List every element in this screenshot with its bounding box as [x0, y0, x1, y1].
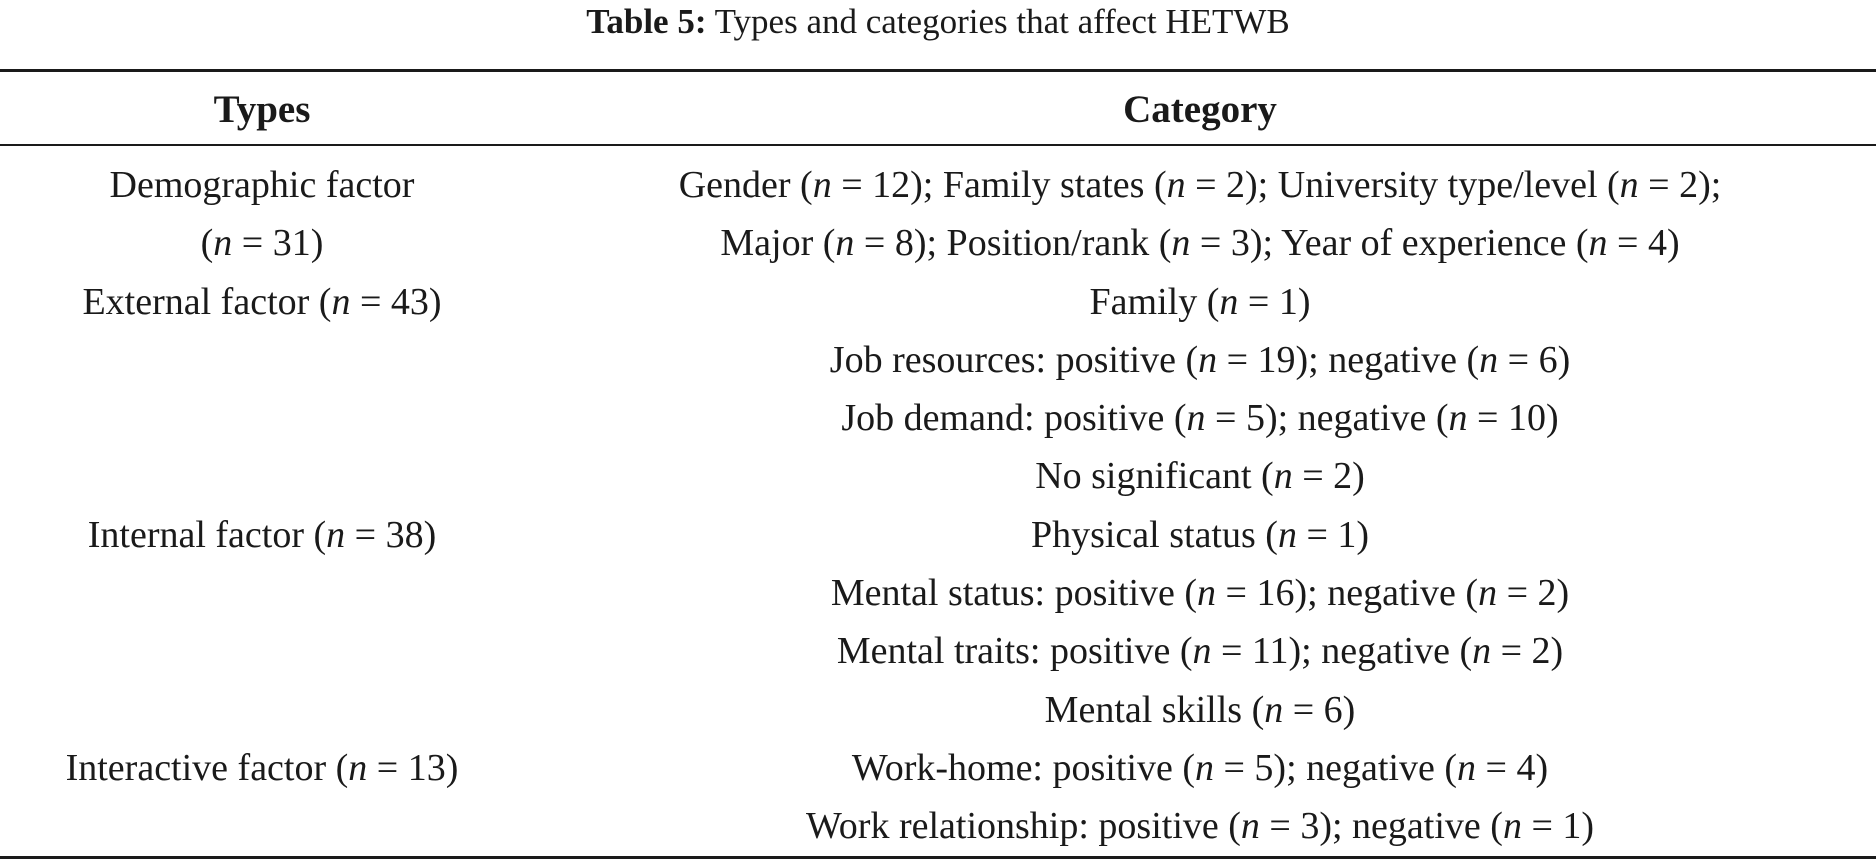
table-row: [0, 389, 1876, 447]
variable-n: n: [1186, 397, 1206, 440]
variable-n: n: [326, 513, 346, 556]
cell-type: (n = 31): [200, 222, 324, 265]
cell-type: [0, 389, 524, 447]
cell-category: Mental traits: positive (n = 11); negative (n = 2): [836, 630, 1564, 673]
variable-n: n: [1171, 222, 1191, 265]
cell-category: Mental skills (n = 6): [1044, 688, 1356, 731]
header-category: Category: [1123, 88, 1277, 131]
cell-type: [0, 331, 524, 389]
header-rule: [0, 144, 1876, 146]
cell-category: Mental status: positive (n = 16); negative (n = 2): [830, 572, 1570, 615]
cell-type: [0, 681, 524, 739]
cell-category: Work relationship: positive (n = 3); negative (n = 1): [805, 805, 1595, 848]
variable-n: n: [1448, 397, 1468, 440]
variable-n: n: [1198, 338, 1218, 381]
table-row: [0, 214, 1876, 272]
table-row: [0, 447, 1876, 505]
table-row: [0, 506, 1876, 564]
cell-type: Internal factor (n = 38): [87, 513, 437, 556]
variable-n: n: [1166, 164, 1186, 206]
cell-category: Major (n = 8); Position/rank (n = 3); Year of experience (n = 4): [720, 222, 1680, 265]
variable-n: n: [1479, 338, 1499, 381]
variable-n: n: [331, 280, 351, 323]
table-row: [0, 564, 1876, 622]
variable-n: n: [835, 222, 855, 265]
variable-n: n: [1277, 513, 1297, 556]
table-row: [0, 797, 1876, 855]
table-row: [0, 681, 1876, 739]
cell-type: [0, 797, 524, 855]
table-body: [0, 156, 1876, 856]
table-row: [0, 331, 1876, 389]
cell-category: Job demand: positive (n = 5); negative (n = 10): [841, 397, 1559, 440]
variable-n: n: [1240, 805, 1260, 848]
table-caption: [0, 0, 1876, 44]
variable-n: n: [1264, 688, 1284, 731]
table-row: [0, 739, 1876, 797]
table-row: [0, 156, 1876, 214]
variable-n: n: [1457, 746, 1477, 789]
caption-text: Types and categories that affect HETWB: [714, 2, 1290, 41]
variable-n: n: [1273, 455, 1293, 498]
cell-category: Job resources: positive (n = 19); negative (n = 6): [829, 338, 1571, 381]
cell-type: Demographic factor: [109, 164, 415, 206]
cell-type: [0, 622, 524, 680]
variable-n: n: [348, 746, 368, 789]
variable-n: n: [1197, 572, 1217, 615]
variable-n: n: [1472, 630, 1492, 673]
variable-n: n: [1194, 746, 1214, 789]
cell-category: Work-home: positive (n = 5); negative (n = 4): [851, 746, 1549, 789]
table-row: [0, 273, 1876, 331]
cell-type: [0, 447, 524, 505]
variable-n: n: [1478, 572, 1498, 615]
cell-type: [0, 564, 524, 622]
caption-label: Table 5:: [586, 2, 707, 41]
cell-category: Family (n = 1): [1089, 280, 1311, 323]
top-rule: [0, 69, 1876, 72]
table-row: [0, 622, 1876, 680]
variable-n: n: [812, 164, 832, 206]
cell-type: External factor (n = 43): [82, 280, 442, 323]
cell-category: No significant (n = 2): [1035, 455, 1365, 498]
variable-n: n: [213, 222, 233, 265]
variable-n: n: [1219, 280, 1239, 323]
variable-n: n: [1192, 630, 1212, 673]
variable-n: n: [1619, 164, 1639, 206]
header-types: Types: [213, 88, 311, 131]
variable-n: n: [1502, 805, 1522, 848]
variable-n: n: [1588, 222, 1608, 265]
bottom-rule: [0, 856, 1876, 859]
cell-category: Physical status (n = 1): [1030, 513, 1370, 556]
cell-type: Interactive factor (n = 13): [65, 746, 459, 789]
cell-category: Gender (n = 12); Family states (n = 2); University type/level (n = 2);: [678, 164, 1722, 206]
